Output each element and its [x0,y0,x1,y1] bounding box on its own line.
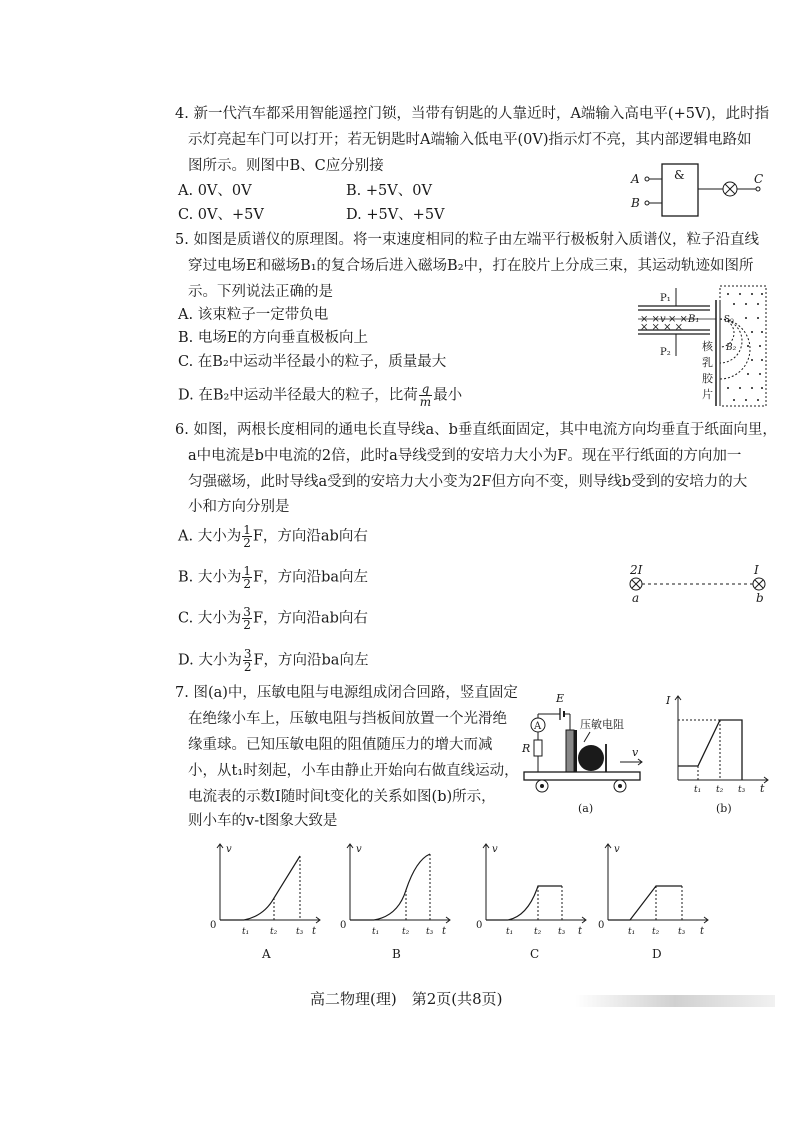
q7-figb-t2: t₂ [716,785,724,795]
vt-c-label: C [530,947,540,961]
q6-fig-b: b [756,591,764,605]
q7-fig-r: R [522,742,531,755]
vt-b-v: v [356,844,362,855]
q7-text-line5: 电流表的示数I随时间t变化的关系如图(b)所示， [188,789,496,805]
vt-graph-d [594,840,714,965]
q6-option-b-post: F，方向沿ba向左 [253,569,369,586]
current-curve [678,720,742,780]
q6-option-b-num: 1 [243,564,252,578]
q5-fig-film-2: 乳 [702,356,713,369]
q7-fig-a-caption: (a) [578,802,594,815]
q5-option-d-text: D. 在B₂中运动半径最大的粒子，比荷 [178,387,418,404]
q7-fig-v: v [632,746,639,759]
q4-fig-label-a: A [631,172,640,186]
q6-option-d-den: 2 [243,660,252,674]
q6-option-d-num: 3 [243,647,252,661]
q6-text-line1: 6. 如图，两根长度相同的通电长直导线a、b垂直纸面固定，其中电流方向均垂直于纸面向里， [175,422,777,438]
vt-d-t3: t₃ [678,927,686,937]
q6-option-a-post: F，方向沿ab向右 [252,528,368,545]
q5-option-a: A. 该束粒子一定带负电 [178,307,329,323]
pressure-resistor [566,730,574,772]
vt-a-curve [220,856,300,920]
q7-figb-i: I [666,694,671,707]
q5-fig-b2: B₂ [726,343,737,353]
q5-frac-den: m [419,395,432,409]
q6-option-a [178,524,368,549]
scan-smudge [575,995,775,1007]
vt-graph-c [472,840,592,965]
vt-c-v: v [492,844,498,855]
q6-option-d-fraction [243,648,253,673]
q5-fig-s0: S₀ [724,315,734,325]
q4-text-line1: 4. 新一代汽车都采用智能遥控门锁，当带有钥匙的人靠近时，A端输入高电平(+5V)，此时指 [175,106,770,122]
q5-frac-num: q [419,383,432,396]
q5-option-c: C. 在B₂中运动半径最小的粒子，质量最大 [178,354,447,370]
q7-text-line2: 在绝缘小车上，压敏电阻与挡板间放置一个光滑绝 [188,711,507,727]
vt-b-t3: t₃ [426,927,434,937]
q6-option-c-den: 2 [243,618,251,632]
q7-fig-res-label: 压敏电阻 [580,718,624,731]
q7-figb-t3: t₃ [738,785,746,795]
q4-fig-label-b: B [631,196,640,210]
q6-option-b [178,565,368,590]
q5-text-line2: 穿过电场E和磁场B₁的复合场后进入磁场B₂中，打在胶片上分成三束，其运动轨迹如图所 [188,258,754,274]
vt-b-curve [350,854,430,920]
q6-option-a-num: 1 [243,523,251,537]
q7-text-line6: 则小车的v-t图象大致是 [188,813,338,829]
q6-option-d-pre: D. 大小为 [178,652,242,669]
current-time-graph [664,690,774,816]
q6-fig-ib: I [754,563,759,577]
q5-fraction [419,383,432,408]
q7-fig-e: E [556,692,565,705]
vt-d-t: t [700,926,705,937]
vt-a-t3: t₃ [296,927,304,937]
vt-d-curve [608,886,682,920]
q4-text-line3: 图所示。则图中B、C应分别接 [188,158,384,174]
q4-option-a: A. 0V、0V [178,183,252,199]
mass-spectrometer-diagram [638,284,773,412]
svg-text:× ×: × × [668,314,688,325]
q6-option-a-fraction [242,524,252,549]
q5-text-line1: 5. 如图是质谱仪的原理图。将一束速度相同的粒子由左端平行极板射入质谱仪，粒子沿直线 [175,232,759,248]
q5-option-b: B. 电场E的方向垂直极板向上 [178,330,368,346]
q6-option-b-pre: B. 大小为 [178,569,242,586]
q5-fig-p1: P₁ [660,293,671,304]
q7-figb-t: t [760,782,765,795]
vt-d-origin: 0 [598,920,605,931]
q5-fig-film-1: 核 [702,340,713,353]
q6-option-b-fraction [242,565,252,590]
q4-fig-label-c: C [754,172,764,186]
q7-text-line4: 小，从t₁时刻起，小车由静止开始向右做直线运动， [188,763,519,779]
q6-text-line4: 小和方向分别是 [188,499,290,515]
q6-fig-a: a [632,591,640,605]
q7-fig-ammeter: A [534,721,542,732]
q6-option-c-pre: C. 大小为 [178,610,242,627]
page-footer: 高二物理(理) 第2页(共8页) [310,990,503,1008]
q6-option-c-num: 3 [243,605,251,619]
vt-c-t1: t₁ [506,927,514,937]
q6-option-d-post: F，方向沿ba向左 [253,652,369,669]
q7-text-line1: 7. 图(a)中，压敏电阻与电源组成闭合回路，竖直固定 [175,685,518,701]
q6-fig-ia: 2I [630,563,643,577]
q5-option-d-tail: 最小 [433,387,463,404]
q6-option-c [178,606,368,631]
svg-text:× × × ×: × × × × [640,322,684,333]
q4-option-b: B. +5V、0V [346,183,432,199]
q6-text-line3: 匀强磁场，此时导线a受到的安培力大小变为2F但方向不变，则导线b受到的安培力的大 [188,474,748,490]
cart-circuit-diagram [520,688,660,816]
vt-b-t: t [442,926,447,937]
vt-graph-a [206,840,326,965]
q7-text-line3: 缘重球。已知压敏电阻的阻值随压力的增大而减 [188,737,493,753]
vt-c-curve [486,886,562,920]
vt-a-label: A [262,947,271,961]
ball-icon [578,745,604,771]
vt-d-label: D [652,947,662,961]
q6-option-a-den: 2 [243,536,251,550]
q6-option-a-pre: A. 大小为 [178,528,242,545]
vt-c-t: t [578,926,583,937]
vt-b-origin: 0 [340,920,347,931]
q5-fig-film-4: 片 [702,388,713,401]
q4-text-line2: 示灯亮起车门可以打开；若无钥匙时A端输入低电平(0V)指示灯不亮，其内部逻辑电路如 [188,132,752,148]
vt-graph-b [336,840,456,965]
q6-option-b-den: 2 [243,577,252,591]
vt-c-origin: 0 [476,920,483,931]
vt-b-label: B [392,947,401,961]
q4-option-c: C. 0V、+5V [178,207,264,223]
vt-d-t1: t₁ [628,927,636,937]
and-gate-symbol: & [674,168,685,182]
cart-body [524,772,640,780]
vt-d-v: v [614,844,620,855]
q7-figb-t1: t₁ [694,785,702,795]
wires-diagram [622,560,772,606]
q4-option-d: D. +5V、+5V [346,207,445,223]
q6-option-d [178,648,368,673]
vt-c-t3: t₃ [558,927,566,937]
vt-a-t2: t₂ [270,927,278,937]
vt-a-v: v [226,844,232,855]
resistor-r-icon [534,740,542,756]
vt-a-t: t [312,926,317,937]
q5-fig-p2: P₂ [660,347,671,358]
q6-text-line2: a中电流是b中电流的2倍，此时a导线受到的安培力大小为F。现在平行纸面的方向加一 [188,448,742,464]
q5-text-line3: 示。下列说法正确的是 [188,284,333,300]
vt-a-origin: 0 [210,920,217,931]
vt-c-t2: t₂ [534,927,542,937]
svg-text:× ×: × × [640,314,660,325]
q5-fig-b1: B₁ [688,314,700,325]
q5-fig-v: v [660,314,666,325]
q6-option-c-post: F，方向沿ab向右 [252,610,368,627]
q6-option-c-fraction [242,606,252,631]
q5-fig-film-3: 胶 [702,372,713,385]
q7-fig-b-caption: (b) [716,802,732,815]
logic-gate-diagram [628,160,773,220]
q5-option-d [178,383,462,408]
vt-b-t1: t₁ [372,927,380,937]
vt-a-t1: t₁ [242,927,250,937]
vt-b-t2: t₂ [402,927,410,937]
vt-d-t2: t₂ [652,927,660,937]
